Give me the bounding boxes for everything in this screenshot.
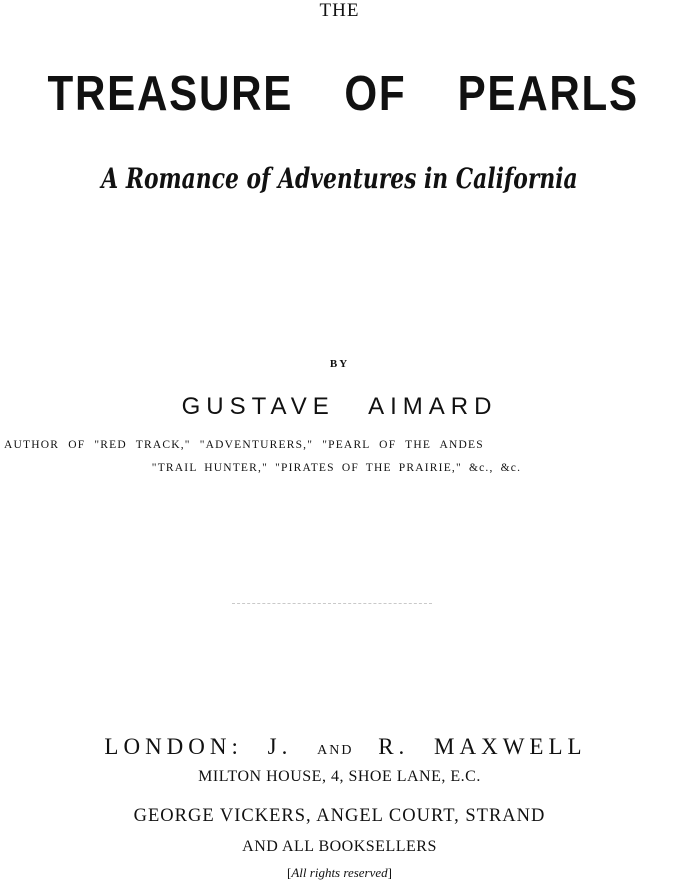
- author-credits-line-2: "TRAIL HUNTER," "PIRATES OF THE PRAIRIE," &c., &c.: [151, 462, 522, 474]
- rights-bracket-open: [: [287, 865, 292, 880]
- rights-notice: [0, 865, 679, 881]
- publisher-name: MAXWELL: [434, 734, 587, 759]
- book-subtitle: A Romance of Adventures in California: [101, 162, 578, 195]
- publisher-address: MILTON HOUSE, 4, SHOE LANE, E.C.: [198, 768, 481, 785]
- rights-bracket-close: ]: [387, 865, 392, 880]
- publisher-initial-2: R.: [378, 734, 410, 759]
- author-credits-line-1: AUTHOR OF "RED TRACK," "ADVENTURERS," "PEARL OF THE ANDES: [4, 439, 484, 451]
- faint-divider: [232, 603, 432, 604]
- booksellers-line: AND ALL BOOKSELLERS: [242, 838, 437, 855]
- co-publisher: GEORGE VICKERS, ANGEL COURT, STRAND: [133, 806, 546, 826]
- publisher-and: AND: [317, 743, 354, 758]
- book-title: TREASURE OF PEARLS: [47, 67, 639, 121]
- author-name: GUSTAVE AIMARD: [181, 393, 498, 420]
- pre-title: THE: [319, 0, 360, 21]
- by-line: BY: [329, 358, 350, 370]
- publisher-line: [6, 734, 679, 760]
- publisher-initial-1: J.: [267, 734, 293, 759]
- publisher-city: LONDON:: [104, 734, 243, 759]
- rights-text: All rights reserved: [291, 865, 388, 880]
